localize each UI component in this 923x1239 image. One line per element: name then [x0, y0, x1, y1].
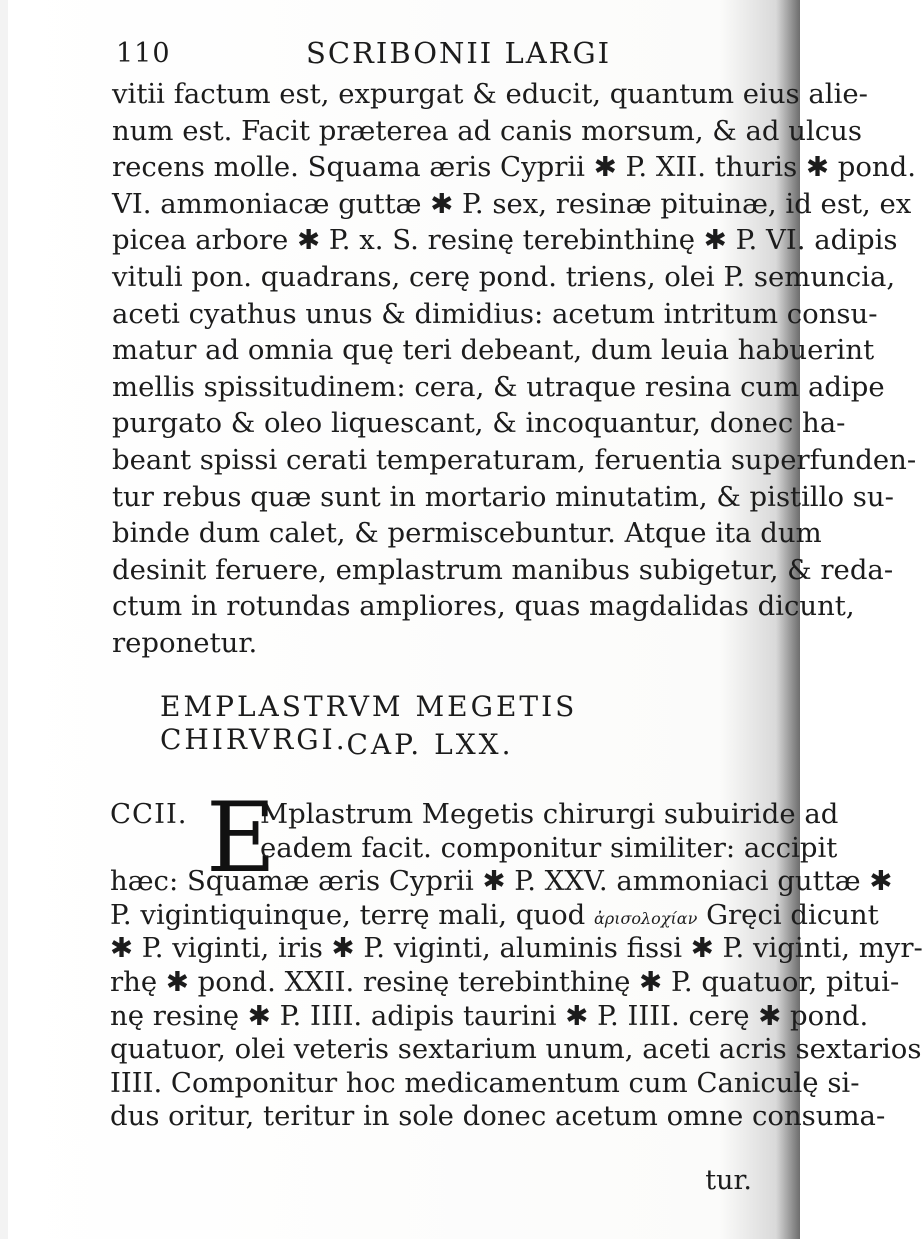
chapter-number: CAP. LXX.	[346, 728, 514, 761]
catchword: tur.	[705, 1165, 752, 1196]
text-line: purgato & oleo liquescant, & incoquantur, donec ha-	[112, 407, 846, 440]
text-segment: P. vigintiquinque, terrę mali, quod	[110, 898, 586, 931]
text-line: num est. Facit præterea ad canis morsum, & ad ulcus	[112, 114, 862, 147]
text-line	[110, 831, 838, 866]
text-line: aceti cyathus unus & dimidius: acetum intritum consu-	[112, 297, 878, 330]
text-line: beant spissi cerati temperaturam, feruentia superfunden-	[112, 443, 917, 476]
text-line: quatuor, olei veteris sextarium unum, aceti acris sextarios	[110, 1033, 922, 1066]
text-line: vituli pon. quadrans, cerę pond. triens, olei P. semuncia,	[112, 260, 896, 293]
text-line: vitii factum est, expurgat & educit, quantum eius alie-	[112, 78, 868, 110]
greek-word: ἀρισολοχίαν	[594, 908, 698, 928]
paragraph-2	[110, 782, 923, 1134]
text-line: rhę ✱ pond. XXII. resinę terebinthinę ✱ P. quatuor, pitui-	[110, 965, 900, 998]
text-line: recens molle. Squama æris Cyprii ✱ P. XII. thuris ✱ pond.	[112, 151, 916, 184]
chapter-title: EMPLASTRVM MEGETIS CHIRVRGI.	[160, 690, 578, 756]
text-line: binde dum calet, & permiscebuntur. Atque ita dum	[112, 517, 822, 550]
page-number: 110	[116, 38, 171, 69]
text-line: tur rebus quæ sunt in mortario minutatim, & pistillo su-	[112, 480, 894, 513]
text-line: matur ad omnia quę teri debeant, dum leuia habuerint	[112, 334, 875, 367]
text-line: nę resinę ✱ P. IIII. adipis taurini ✱ P. IIII. cerę ✱ pond.	[110, 999, 869, 1032]
text-line: mellis spissitudinem: cera, & utraque resina cum adipe	[112, 370, 885, 403]
text-segment: Gręci dicunt	[706, 898, 879, 931]
drop-cap: E	[206, 782, 277, 894]
paragraph-1	[112, 76, 917, 662]
text-line: ✱ P. viginti, iris ✱ P. viginti, aluminis fissi ✱ P. viginti, myr-	[110, 932, 923, 965]
running-head	[116, 36, 776, 76]
text-line	[110, 898, 879, 933]
text-line: VI. ammoniacæ guttæ ✱ P. sex, resinæ pituinæ, id est, ex	[112, 187, 912, 220]
text-line: hæc: Squamæ æris Cyprii ✱ P. XXV. ammoniaci guttæ ✱	[110, 865, 893, 898]
text-line: IIII. Componitur hoc medicamentum cum Caniculę si-	[110, 1066, 860, 1099]
text-line: picea arbore ✱ P. x. S. resinę terebinthinę ✱ P. VI. adipis	[112, 224, 898, 257]
second-line-text: eadem facit. componitur similiter: accipit	[260, 831, 838, 864]
section-number: CCII.	[110, 798, 188, 830]
first-line-text: Mplastrum Megetis chirurgi subuiride ad	[260, 798, 839, 830]
page-edge	[0, 0, 8, 1239]
running-title: SCRIBONII LARGI	[306, 36, 612, 70]
text-line: ctum in rotundas ampliores, quas magdalidas dicunt,	[112, 590, 855, 623]
text-line: dus oritur, teritur in sole donec acetum omne consuma-	[110, 1100, 886, 1133]
text-line: reponetur.	[112, 626, 258, 659]
text-line: desinit feruere, emplastrum manibus subigetur, & reda-	[112, 553, 894, 586]
